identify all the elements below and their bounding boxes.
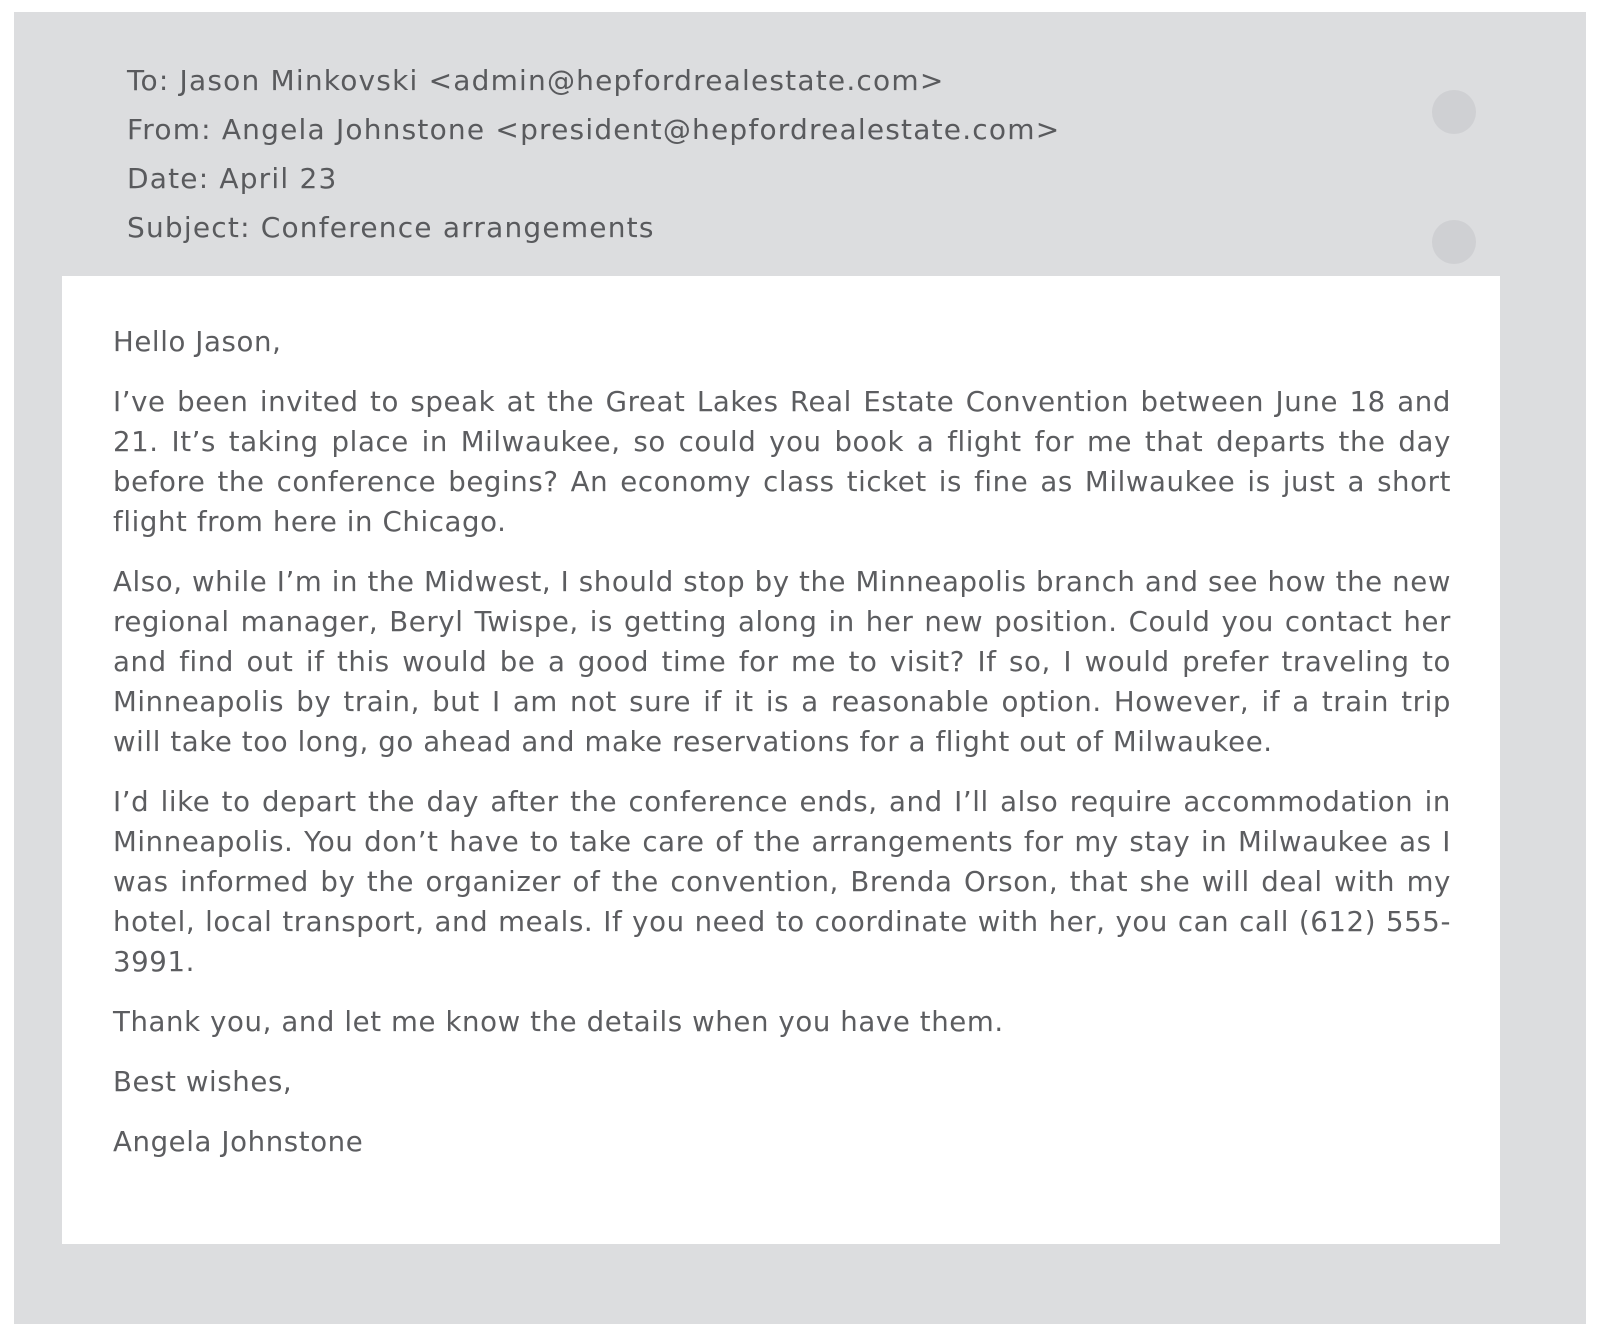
email-closing: Best wishes,: [113, 1065, 293, 1098]
header-date-label: Date:: [127, 162, 210, 195]
bleed-through-avatar-icon: [1432, 220, 1476, 264]
email-paragraph: Thank you, and let me know the details when you have them.: [113, 1005, 1004, 1038]
email-body-card: [62, 276, 1500, 1244]
email-headers: [127, 56, 1060, 252]
header-to-value: Jason Minkovski <admin@hepfordrealestate.com>: [179, 64, 945, 97]
header-subject-value: Conference arrangements: [260, 211, 655, 244]
email-paragraph: I’ve been invited to speak at the Great Lakes Real Estate Convention between June 18 and 21. It’s taking place in Milwaukee, so could you book a flight for me that departs the day before the conference begins? An economy class ticket is fine as Milwaukee is just a short flight from here in Chicago.: [113, 385, 1451, 538]
bleed-through-avatar-icon: [1432, 90, 1476, 134]
header-date: [127, 154, 1060, 203]
email-paragraph: Also, while I’m in the Midwest, I should stop by the Minneapolis branch and see how the new regional manager, Beryl Twispe, is getting along in her new position. Could you contact her and find out if this would be a good time for me to visit? If so, I would prefer traveling to Minneapolis by train, but I am not sure if it is a reasonable option. However, if a train trip will take too long, go ahead and make reservations for a flight out of Milwaukee.: [113, 565, 1451, 758]
header-subject: [127, 203, 1060, 252]
header-to-label: To:: [127, 64, 170, 97]
header-from-label: From:: [127, 113, 212, 146]
header-to: [127, 56, 1060, 105]
header-subject-label: Subject:: [127, 211, 251, 244]
email-greeting: Hello Jason,: [113, 325, 282, 358]
header-date-value: April 23: [219, 162, 338, 195]
header-from-value: Angela Johnstone <president@hepfordrealestate.com>: [221, 113, 1061, 146]
email-paragraph: I’d like to depart the day after the conference ends, and I’ll also require accommodation in Minneapolis. You don’t have to take care of the arrangements for my stay in Milwaukee as I was informed by the organizer of the convention, Brenda Orson, that she will deal with my hotel, local transport, and meals. If you need to coordinate with her, you can call (612) 555-3991.: [113, 785, 1451, 978]
email-signature: Angela Johnstone: [113, 1125, 364, 1158]
header-from: [127, 105, 1060, 154]
email-body: [113, 322, 1451, 1182]
